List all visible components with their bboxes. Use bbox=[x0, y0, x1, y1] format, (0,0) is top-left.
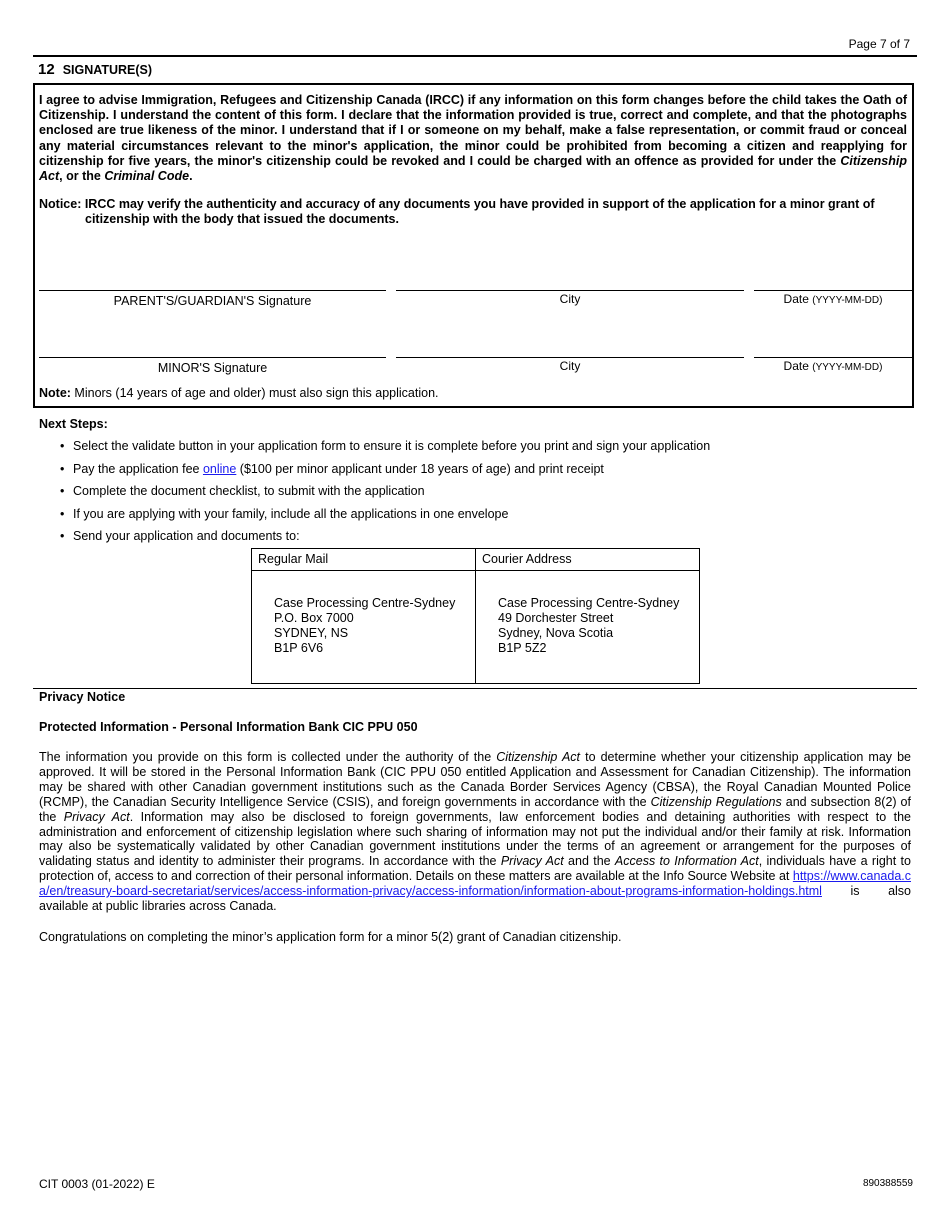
minor-date-label: Date (YYYY-MM-DD) bbox=[783, 359, 883, 373]
online-payment-link[interactable]: online bbox=[202, 461, 237, 476]
minor-city-label: City bbox=[559, 359, 581, 373]
regular-mail-address: Case Processing Centre-Sydney P.O. Box 7000 SYDNEY, NS B1P 6V6 bbox=[252, 571, 476, 684]
next-steps-title: Next Steps: bbox=[39, 417, 108, 431]
list-item: • Select the validate button in your application form to ensure it is complete before you print and sign your application bbox=[60, 437, 710, 460]
minor-signature-label: MINOR'S Signature bbox=[157, 361, 268, 375]
minor-city-line[interactable] bbox=[396, 357, 744, 358]
parent-city-label: City bbox=[559, 292, 581, 306]
declaration-text: I agree to advise Immigration, Refugees and Citizenship Canada (IRCC) if any information on this form changes before the child takes the Oath of Citizenship. I understand the content of this form. I declare that the information provided is true, correct and complete, and that the photographs enclosed are true likeness of the minor. I understand that if I or someone on my behalf, make a false representation, or commit fraud or conceal any material circumstances relevant to the minor's application, the minor could be prohibited from becoming a citizen and reapplying for citizenship for five years, the minor's citizenship could be revoked and I could be charged with an offence as provided for under the Citizenship Act, or the Criminal Code. bbox=[39, 93, 907, 184]
page-number: Page 7 of 7 bbox=[848, 37, 910, 51]
list-item: • Send your application and documents to: bbox=[60, 527, 710, 550]
list-item: • Complete the document checklist, to submit with the application bbox=[60, 482, 710, 505]
info-source-link[interactable]: https://www.canada.ca/en/treasury-board-secretariat/services/access-information-privacy/access-information/information-about-programs-information-holdings.html bbox=[39, 869, 911, 899]
list-item: • Pay the application fee online ($100 per minor applicant under 18 years of age) and print receipt bbox=[60, 460, 710, 483]
parent-signature-label: PARENT'S/GUARDIAN'S Signature bbox=[113, 294, 312, 308]
privacy-rule bbox=[33, 688, 917, 689]
form-code: CIT 0003 (01-2022) E bbox=[39, 1177, 155, 1191]
section-title: SIGNATURE(S) bbox=[62, 63, 153, 77]
privacy-body: The information you provide on this form is collected under the authority of the Citizenship Act to determine whether your citizenship application may be approved. It will be stored in the Personal Information Bank (CIC PPU 050 entitled Application and Assessment for Canadian Citizenship). The information may be shared with other Canadian government institutions such as the Canada Border Services Agency (CBSA), the Royal Canadian Mounted Police (RCMP), the Canadian Security Intelligence Service (CSIS), and foreign governments in accordance with the Citizenship Regulations and subsection 8(2) of the Privacy Act. Information may also be disclosed to foreign governments, law enforcement bodies and detaining authorities with respect to the administration and enforcement of citizenship legislation where such sharing of information may not put the individual and/or their family at risk. Information may also be systematically validated by other Canadian government institutions under the terms of an agreement or arrangement for the purposes of validating status and identity to administer their programs. In accordance with the Privacy Act and the Access to Information Act, individuals have a right to protection of, access to and correction of their personal information. Details on these matters are available at the Info Source Website at https://www.canada.ca/en/treasury-board-secretariat/services/access-information-privacy/access-information/information-about-programs-information-holdings.html is also available at public libraries across Canada. bbox=[39, 750, 911, 914]
protected-info-heading: Protected Information - Personal Information Bank CIC PPU 050 bbox=[39, 720, 418, 734]
barcode-number: 890388559 bbox=[862, 1178, 913, 1189]
next-steps-list bbox=[60, 437, 710, 550]
top-rule bbox=[33, 55, 917, 57]
courier-address: Case Processing Centre-Sydney 49 Dorchester Street Sydney, Nova Scotia B1P 5Z2 bbox=[476, 571, 700, 684]
congratulations-text: Congratulations on completing the minor’s application form for a minor 5(2) grant of Canadian citizenship. bbox=[39, 930, 622, 944]
parent-signature-line[interactable] bbox=[39, 290, 386, 291]
parent-date-label: Date (YYYY-MM-DD) bbox=[783, 292, 883, 306]
minor-signature-line[interactable] bbox=[39, 357, 386, 358]
section-number: 12 bbox=[38, 61, 55, 78]
minor-date-line[interactable] bbox=[754, 357, 912, 358]
courier-header: Courier Address bbox=[476, 549, 700, 571]
list-item: • If you are applying with your family, include all the applications in one envelope bbox=[60, 505, 710, 528]
privacy-title: Privacy Notice bbox=[39, 690, 126, 704]
minor-note: Note: Minors (14 years of age and older) must also sign this application. bbox=[39, 386, 439, 400]
address-table bbox=[251, 548, 700, 684]
parent-city-line[interactable] bbox=[396, 290, 744, 291]
parent-date-line[interactable] bbox=[754, 290, 912, 291]
notice-text: Notice: IRCC may verify the authenticity and accuracy of any documents you have provided in support of the application for a minor grant of citizenship with the body that issued the documents. bbox=[39, 197, 875, 227]
section-heading bbox=[38, 61, 152, 78]
regular-mail-header: Regular Mail bbox=[252, 549, 476, 571]
